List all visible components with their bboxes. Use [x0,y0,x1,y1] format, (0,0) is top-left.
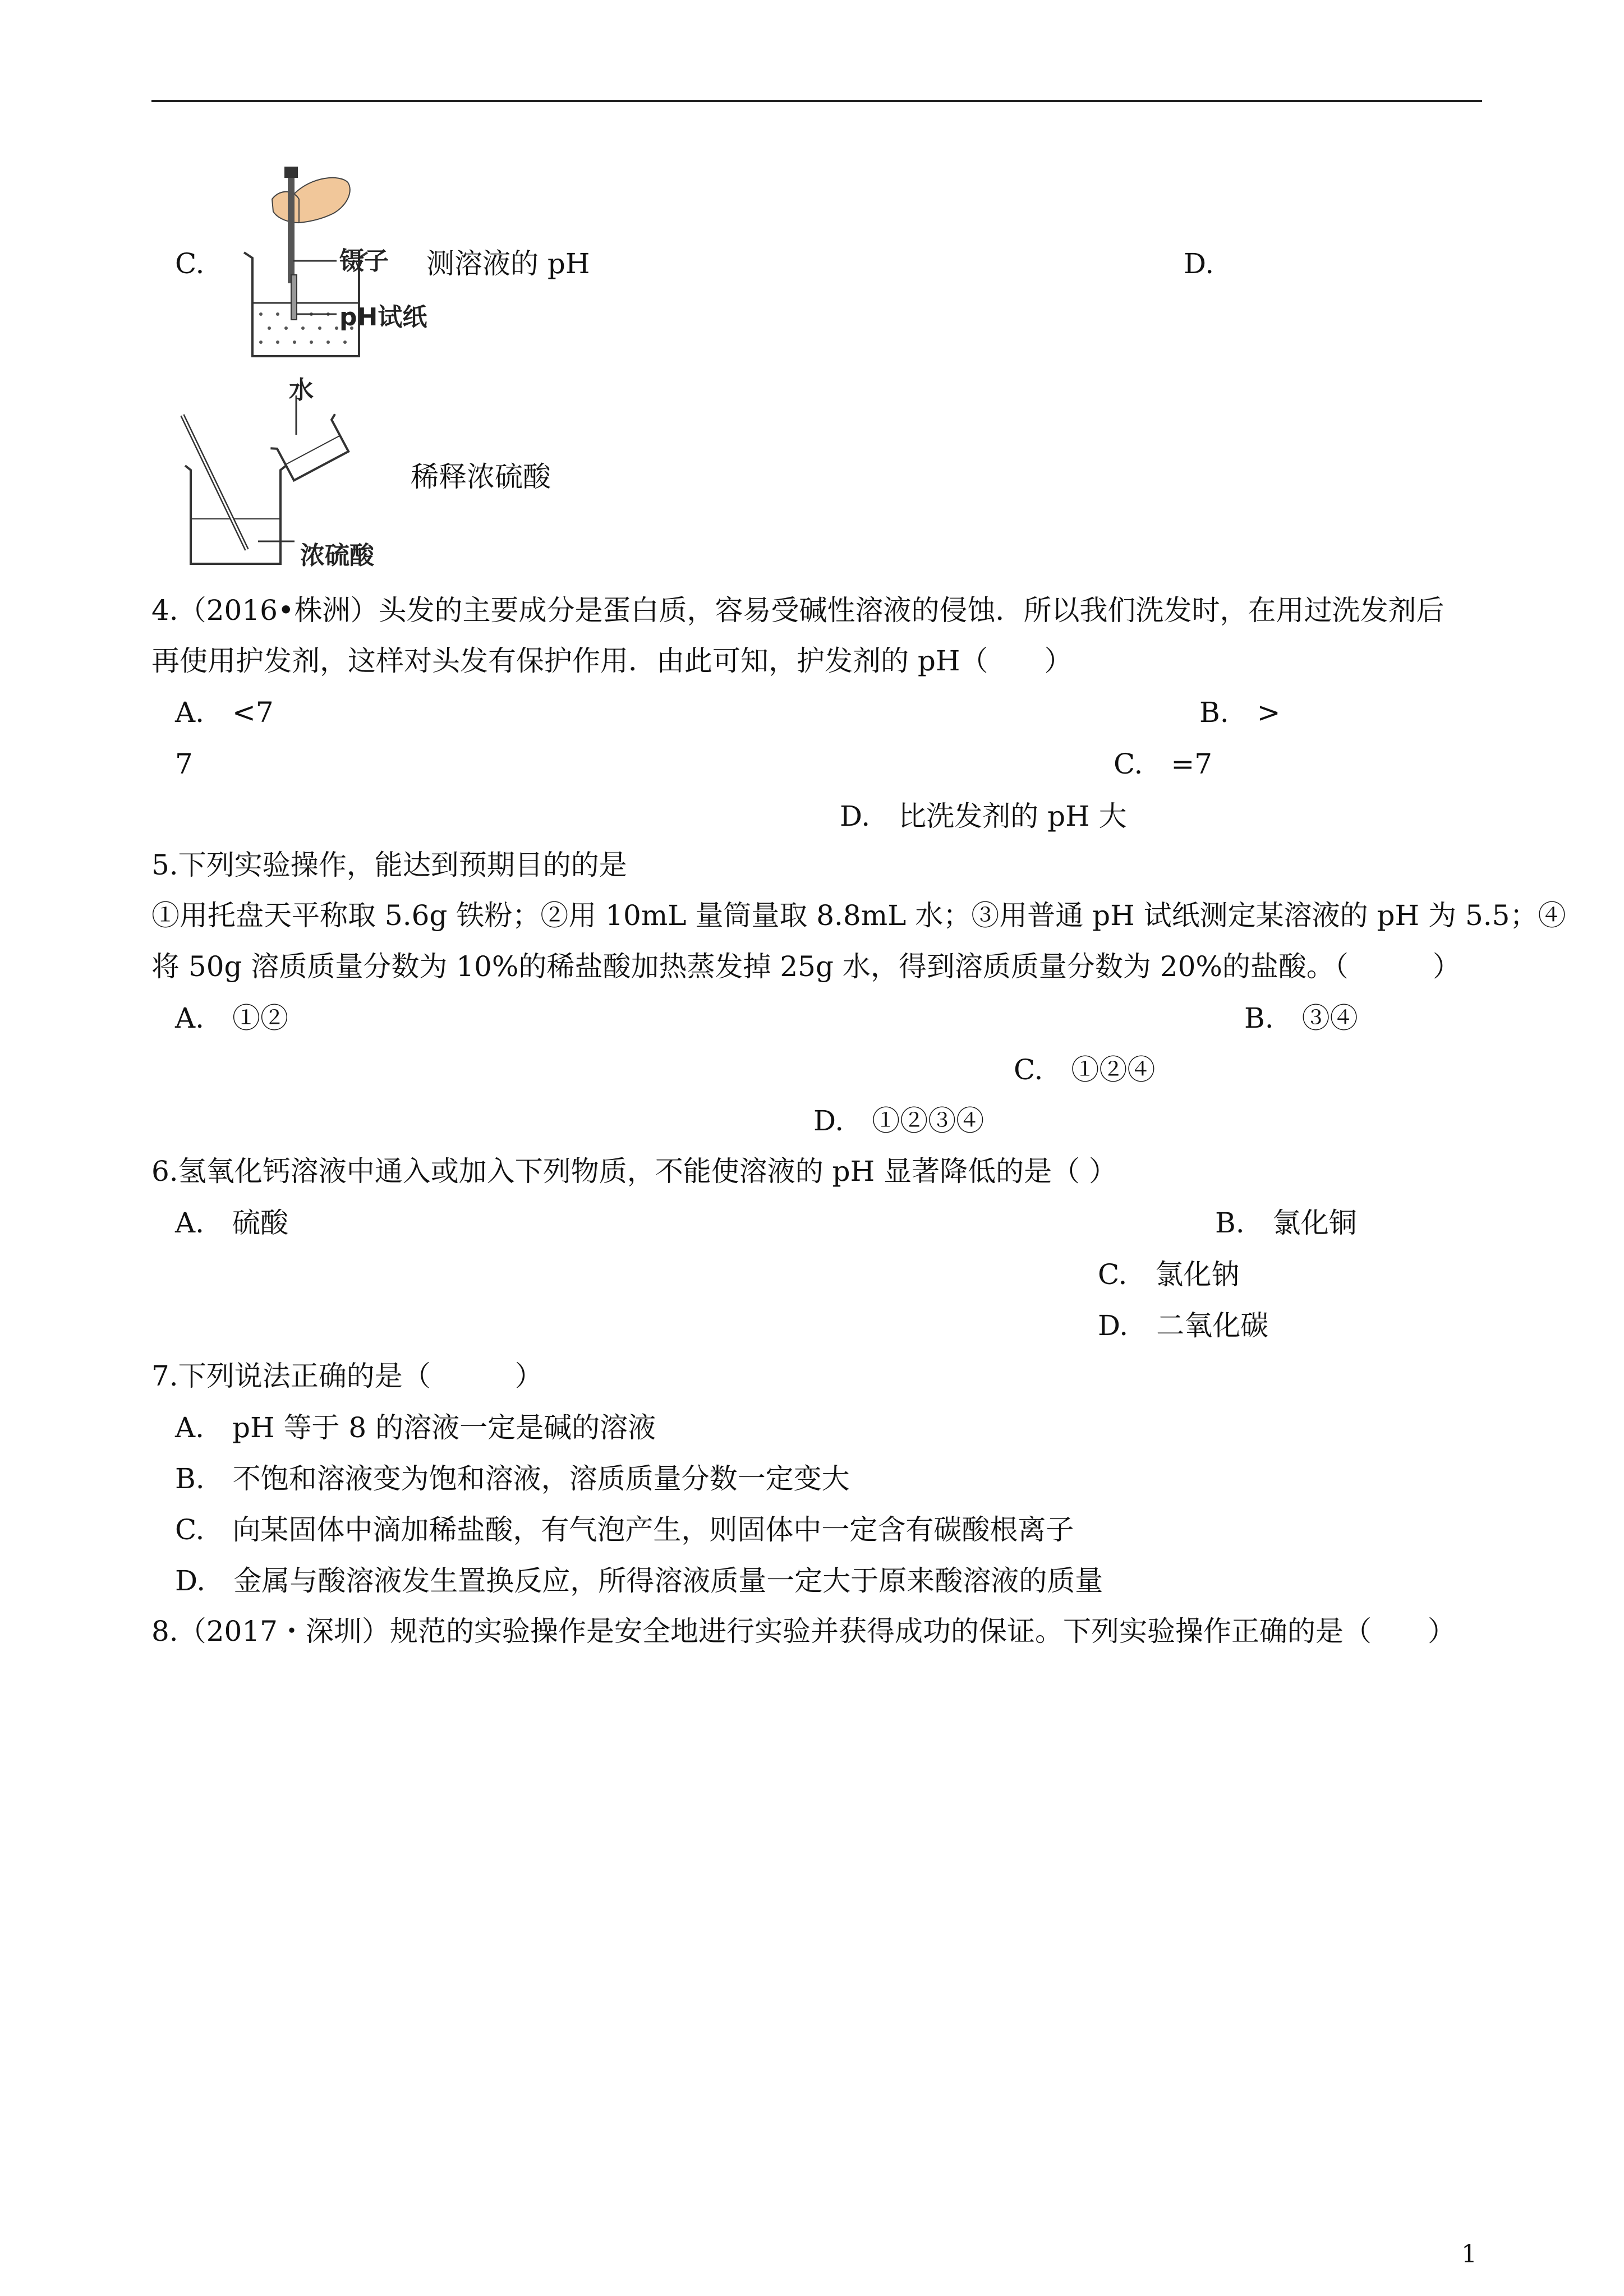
dilute-acid-figure [174,381,410,572]
q6-option-b: B. 氯化铜 [1215,1207,1357,1239]
q4-option-b: B. > [1199,696,1281,729]
q4-stem-line1: 4.（2016•株洲）头发的主要成分是蛋白质，容易受碱性溶液的侵蚀．所以我们洗发时，在用过洗发剂后 [151,594,1444,627]
conc-acid-label: 浓硫酸 [300,541,374,570]
q7-option-c: C. 向某固体中滴加稀盐酸，有气泡产生，则固体中一定含有碳酸根离子 [175,1513,1074,1546]
q7-option-d: D. 金属与酸溶液发生置换反应，所得溶液质量一定大于原来酸溶液的质量 [175,1565,1103,1597]
header-rule [151,100,1482,102]
q5-option-b: B. ③④ [1244,1002,1358,1034]
q3-option-c-label: C. [175,247,205,280]
q8-stem-line1: 8.（2017・深圳）规范的实验操作是安全地进行实验并获得成功的保证。下列实验操作正确的是（ ） [151,1615,1456,1648]
page-number: 1 [1461,2240,1477,2269]
q4-stem-line2: 再使用护发剂，这样对头发有保护作用．由此可知，护发剂的 pH（ ） [151,645,1073,677]
water-label: 水 [289,376,314,404]
q5-stem-line2: ①用托盘天平称取 5.6g 铁粉；②用 10mL 量筒量取 8.8mL 水；③用普通 pH 试纸测定某溶液的 pH 为 5.5；④ [151,899,1566,932]
q3-option-d-label: D. [1184,247,1214,280]
q5-stem-line1: 5.下列实验操作，能达到预期目的的是 [151,849,627,881]
tweezers-label: 镊子 [339,247,389,275]
q7-option-b: B. 不饱和溶液变为饱和溶液，溶质质量分数一定变大 [175,1462,850,1495]
q5-option-a: A. ①② [175,1002,289,1034]
ph-test-beaker-figure [233,160,435,367]
q5-stem-line3: 将 50g 溶质质量分数为 10%的稀盐酸加热蒸发掉 25g 水，得到溶质质量分数为 20%的盐酸。（ ） [151,950,1461,983]
q5-option-c: C. ①②④ [1014,1053,1156,1086]
q7-stem-line1: 7.下列说法正确的是（ ） [151,1360,543,1392]
q4-option-b-continued: 7 [175,748,193,780]
q6-option-a: A. 硫酸 [175,1207,289,1239]
q4-option-c: C. =7 [1114,748,1213,780]
q6-stem-line1: 6.氢氧化钙溶液中通入或加入下列物质，不能使溶液的 pH 显著降低的是（ ） [151,1155,1117,1188]
q7-option-a: A. pH 等于 8 的溶液一定是碱的溶液 [175,1411,656,1444]
q5-option-d: D. ①②③④ [813,1105,984,1137]
q4-option-a: A. <7 [175,696,274,729]
q3-option-c-text: 测溶液的 pH [426,247,590,280]
q4-option-d: D. 比洗发剂的 pH 大 [840,800,1127,832]
ph-paper-label: pH试纸 [339,303,427,332]
q6-option-d: D. 二氧化碳 [1098,1309,1269,1342]
q6-option-c: C. 氯化钠 [1098,1258,1240,1291]
q3-option-d-text: 稀释浓硫酸 [411,461,551,493]
